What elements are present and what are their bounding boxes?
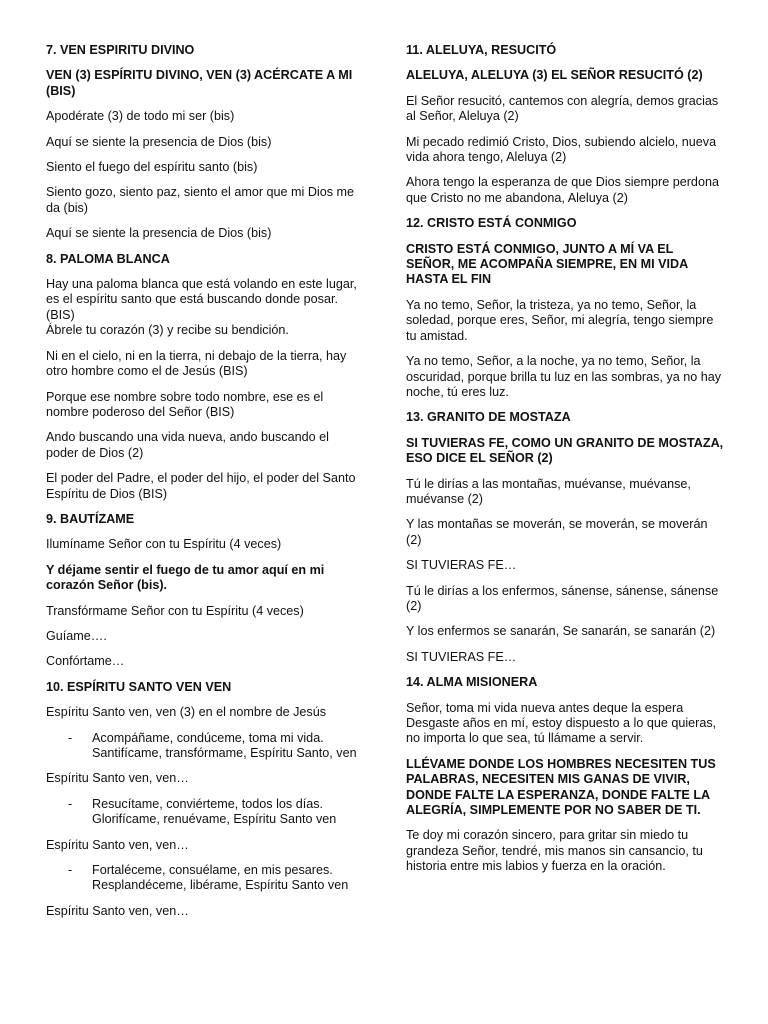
verse-line: Aquí se siente la presencia de Dios (bis) bbox=[46, 134, 272, 149]
verse-line: Confórtame… bbox=[46, 654, 125, 669]
refrain-line: SI TUVIERAS FE… bbox=[406, 558, 517, 573]
song-12 bbox=[406, 216, 724, 400]
verse-line: Ahora tengo la esperanza de que Dios siempre perdona que Cristo no me abandona, Aleluya (2) bbox=[406, 175, 719, 205]
verse-line: Tú le dirías a las montañas, muévanse, muévanse, muévanse (2) bbox=[406, 476, 691, 506]
verse-list bbox=[46, 731, 364, 762]
song-chorus: LLÉVAME DONDE LOS HOMBRES NECESITEN TUS PALABRAS, NECESITEN MIS GANAS DE VIVIR, DONDE FALTE LA ESPERANZA, DONDE FALTE LA ALEGRÍA, SIMPLEMENTE POR NO SABER DE TI. bbox=[406, 756, 716, 818]
verse-line: Siento gozo, siento paz, siento el amor que mi Dios me da (bis) bbox=[46, 185, 355, 215]
song-14 bbox=[406, 675, 724, 874]
verse-line: Ya no temo, Señor, la tristeza, ya no temo, Señor, la soledad, porque eres, Señor, mi alegría, tengo siempre tu amistad. bbox=[406, 297, 714, 343]
list-item: - Fortaléceme, consuélame, en mis pesares. Resplandéceme, libérame, Espíritu Santo ven bbox=[46, 863, 364, 894]
verse-line: Espíritu Santo ven, ven (3) en el nombre de Jesús bbox=[46, 705, 327, 720]
verse-line: Aquí se siente la presencia de Dios (bis) bbox=[46, 226, 272, 241]
song-title: 13. GRANITO DE MOSTAZA bbox=[406, 410, 571, 425]
verse-list bbox=[46, 863, 364, 894]
verse-line: Ya no temo, Señor, a la noche, ya no temo, Señor, la oscuridad, porque brilla tu luz en las sombras, ya no hay noche, tú eres luz. bbox=[406, 354, 722, 399]
verse-line: Señor, toma mi vida nueva antes deque la espera Desgaste años en mí, estoy dispuesto a lo que quieras, no importa lo que sea, tú llámame a servir. bbox=[406, 700, 717, 746]
song-chorus: Y déjame sentir el fuego de tu amor aquí en mi corazón Señor (bis). bbox=[46, 562, 325, 593]
verse-line: Guíame…. bbox=[46, 628, 107, 643]
verse-line: Ilumíname Señor con tu Espíritu (4 veces) bbox=[46, 537, 282, 552]
song-title: 14. ALMA MISIONERA bbox=[406, 675, 538, 690]
refrain-line: Espíritu Santo ven, ven… bbox=[46, 837, 189, 852]
song-chorus: CRISTO ESTÁ CONMIGO, JUNTO A MÍ VA EL SEÑOR, ME ACOMPAÑA SIEMPRE, EN MI VIDA HASTA EL FIN bbox=[406, 241, 688, 287]
list-item: - Acompáñame, condúceme, toma mi vida. Santifícame, transfórmame, Espíritu Santo, ven bbox=[46, 731, 364, 762]
verse-paragraph bbox=[46, 277, 364, 339]
song-title: 9. BAUTÍZAME bbox=[46, 511, 135, 526]
song-10 bbox=[46, 680, 364, 919]
refrain-line: Espíritu Santo ven, ven… bbox=[46, 903, 189, 918]
song-title: 11. ALELUYA, RESUCITÓ bbox=[406, 43, 557, 57]
verse-line: Transfórmame Señor con tu Espíritu (4 veces) bbox=[46, 603, 304, 618]
verse-line: El poder del Padre, el poder del hijo, el poder del Santo Espíritu de Dios (BIS) bbox=[46, 471, 356, 501]
song-title: 12. CRISTO ESTÁ CONMIGO bbox=[406, 216, 577, 231]
song-title: 8. PALOMA BLANCA bbox=[46, 251, 170, 266]
verse-line: Ábrele tu corazón (3) y recibe su bendición. bbox=[46, 323, 289, 338]
right-column bbox=[406, 43, 724, 885]
song-13 bbox=[406, 410, 724, 665]
verse-line: Hay una paloma blanca que está volando en este lugar, es el espíritu santo que está buscando donde posar. (BIS) bbox=[46, 277, 357, 322]
verse-line: Te doy mi corazón sincero, para gritar sin miedo tu grandeza Señor, tendré, mis manos sin cansancio, tu historia entre mis labios y fuerza en la oración. bbox=[406, 828, 703, 874]
song-chorus: VEN (3) ESPÍRITU DIVINO, VEN (3) ACÉRCATE A MI (BIS) bbox=[46, 68, 353, 98]
left-column bbox=[46, 43, 364, 929]
song-11 bbox=[406, 43, 724, 206]
verse-line: Siento el fuego del espíritu santo (bis) bbox=[46, 160, 258, 175]
refrain-line: SI TUVIERAS FE… bbox=[406, 649, 517, 664]
verse-line: Apodérate (3) de todo mi ser (bis) bbox=[46, 109, 235, 124]
verse-line: Mi pecado redimió Cristo, Dios, subiendo alcielo, nueva vida ahora tengo, Aleluya (2) bbox=[406, 134, 717, 165]
verse-line: Y las montañas se moverán, se moverán, se moverán (2) bbox=[406, 517, 708, 547]
refrain-line: Espíritu Santo ven, ven… bbox=[46, 771, 189, 786]
verse-list bbox=[46, 797, 364, 828]
song-7 bbox=[46, 43, 364, 242]
verse-line: Tú le dirías a los enfermos, sánense, sánense, sánense (2) bbox=[406, 583, 719, 613]
list-item: - Resucítame, conviérteme, todos los días. Glorifícame, renuévame, Espíritu Santo ven bbox=[46, 797, 364, 828]
verse-line: Porque ese nombre sobre todo nombre, ese es el nombre poderoso del Señor (BIS) bbox=[46, 389, 324, 419]
song-chorus: ALELUYA, ALELUYA (3) EL SEÑOR RESUCITÓ (2) bbox=[406, 68, 703, 83]
song-chorus: SI TUVIERAS FE, COMO UN GRANITO DE MOSTAZA, ESO DICE EL SEÑOR (2) bbox=[406, 435, 724, 466]
song-8 bbox=[46, 252, 364, 502]
song-title: 10. ESPÍRITU SANTO VEN VEN bbox=[46, 679, 232, 694]
verse-line: Y los enfermos se sanarán, Se sanarán, se sanarán (2) bbox=[406, 624, 716, 639]
verse-line: Ando buscando una vida nueva, ando buscando el poder de Dios (2) bbox=[46, 430, 329, 460]
song-title: 7. VEN ESPIRITU DIVINO bbox=[46, 43, 195, 57]
verse-line: El Señor resucitó, cantemos con alegría, demos gracias al Señor, Aleluya (2) bbox=[406, 93, 719, 124]
song-9 bbox=[46, 512, 364, 670]
verse-line: Ni en el cielo, ni en la tierra, ni debajo de la tierra, hay otro hombre como el de Jesús (BIS) bbox=[46, 348, 347, 379]
